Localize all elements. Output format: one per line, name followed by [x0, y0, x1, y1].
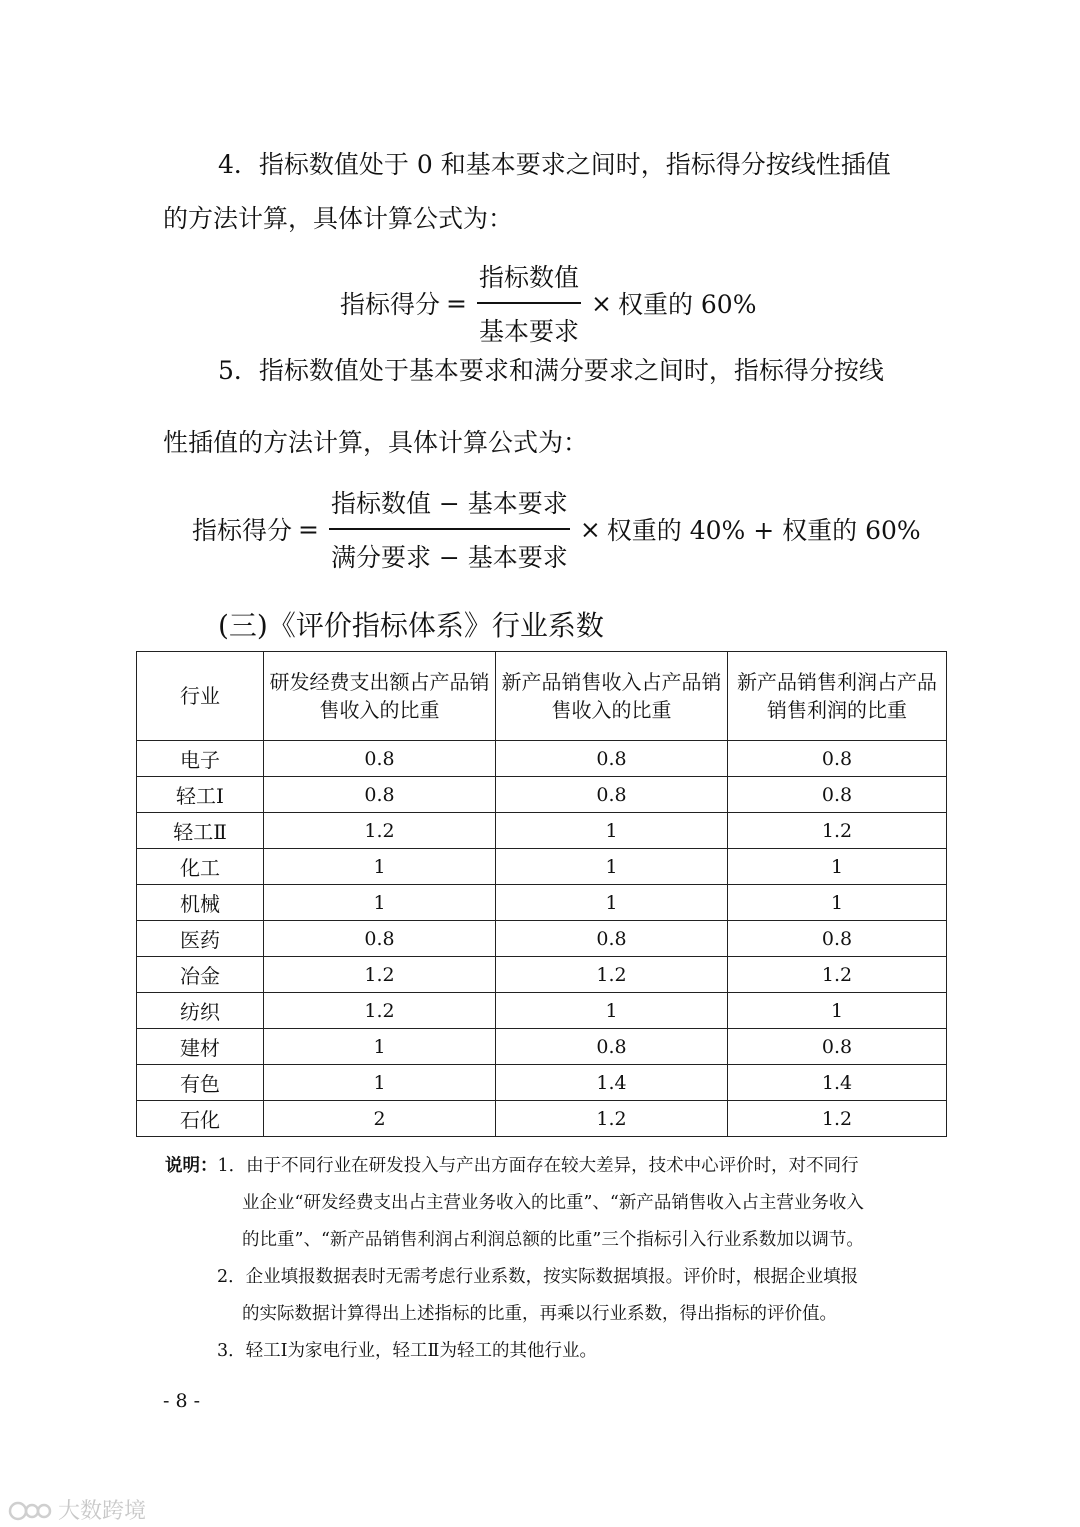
watermark-text: 大数跨境: [58, 1499, 147, 1524]
table-row: [137, 777, 947, 813]
table-row: [137, 849, 947, 885]
note-2-line-2: 的实际数据计算得出上述指标的比重，再乘以行业系数，得出指标的评价值。: [242, 1304, 837, 1324]
industry-cell: 轻工Ⅰ: [137, 777, 264, 813]
formula-1: [340, 258, 756, 348]
coefficient-cell: 1: [728, 849, 947, 885]
formula-2: [192, 484, 921, 574]
coefficient-cell: 0.8: [496, 1029, 728, 1065]
table-row: [137, 957, 947, 993]
table-row: [137, 1065, 947, 1101]
formula-2-lhs: 指标得分: [192, 516, 293, 545]
industry-cell: 医药: [137, 921, 264, 957]
industry-coefficient-table: [136, 651, 947, 1137]
industry-cell: 化工: [137, 849, 264, 885]
coefficient-cell: 1: [496, 885, 728, 921]
formula-1-times: ×: [590, 288, 612, 318]
industry-cell: 轻工Ⅱ: [137, 813, 264, 849]
industry-cell: 有色: [137, 1065, 264, 1101]
table-row: [137, 813, 947, 849]
coefficient-cell: 0.8: [496, 777, 728, 813]
industry-cell: 电子: [137, 741, 264, 777]
section-title: (三)《评价指标体系》行业系数: [218, 609, 604, 642]
coefficient-cell: 0.8: [728, 777, 947, 813]
page-number: - 8 -: [163, 1390, 201, 1412]
formula-2-denominator: 满分要求 − 基本要求: [330, 543, 568, 572]
formula-2-rhs: 权重的 40% + 权重的 60%: [606, 516, 921, 545]
formula-1-rhs: 权重的 60%: [617, 290, 757, 319]
formula-2-fraction: [329, 484, 570, 574]
industry-cell: 纺织: [137, 993, 264, 1029]
note-3-line-1: 3．轻工Ⅰ为家电行业，轻工Ⅱ为轻工的其他行业。: [217, 1341, 597, 1361]
table-row: [137, 885, 947, 921]
coefficient-cell: 0.8: [728, 1029, 947, 1065]
note-1-line-1: 1．由于不同行业在研发投入与产出方面存在较大差异，技术中心评价时，对不同行: [217, 1156, 859, 1176]
coefficient-cell: 1.2: [496, 1101, 728, 1137]
note-1-line-3: 的比重”、“新产品销售利润占利润总额的比重”三个指标引入行业系数加以调节。: [242, 1230, 864, 1250]
coefficient-cell: 1: [264, 1065, 496, 1101]
coefficient-cell: 1.2: [264, 993, 496, 1029]
header-rd-ratio: 研发经费支出额占产品销售收入的比重: [264, 652, 496, 741]
coefficient-cell: 0.8: [264, 921, 496, 957]
coefficient-cell: 1: [264, 885, 496, 921]
coefficient-cell: 0.8: [264, 777, 496, 813]
formula-1-numerator: 指标数值: [477, 258, 581, 304]
coefficient-cell: 1: [264, 1029, 496, 1065]
notes: [165, 1148, 864, 1370]
note-2-line-1: 2．企业填报数据表时无需考虑行业系数，按实际数据填报。评价时，根据企业填报: [217, 1267, 859, 1287]
coefficient-cell: 0.8: [264, 741, 496, 777]
table-row: [137, 1029, 947, 1065]
header-new-product-profit-ratio: 新产品销售利润占产品销售利润的比重: [728, 652, 947, 741]
coefficient-cell: 1.2: [728, 957, 947, 993]
coefficient-cell: 1.2: [728, 1101, 947, 1137]
coefficient-cell: 1.2: [728, 813, 947, 849]
industry-cell: 建材: [137, 1029, 264, 1065]
formula-1-fraction: [477, 258, 581, 348]
watermark-logo-icon: [8, 1497, 54, 1523]
table-header-row: [137, 652, 947, 741]
coefficient-cell: 0.8: [728, 921, 947, 957]
coefficient-cell: 1.2: [496, 957, 728, 993]
note-1-line-2: 业企业“研发经费支出占主营业务收入的比重”、“新产品销售收入占主营业务收入: [242, 1193, 864, 1213]
coefficient-cell: 1.2: [264, 813, 496, 849]
coefficient-cell: 1: [264, 849, 496, 885]
formula-2-numerator: 指标数值 − 基本要求: [329, 484, 570, 530]
formula-2-equals: =: [298, 514, 319, 544]
coefficient-cell: 0.8: [728, 741, 947, 777]
watermark: [8, 1494, 146, 1525]
header-industry: 行业: [137, 652, 264, 741]
table-row: [137, 993, 947, 1029]
coefficient-cell: 1.4: [496, 1065, 728, 1101]
coefficient-cell: 1: [496, 813, 728, 849]
paragraph-4-line-1: 4．指标数值处于 0 和基本要求之间时，指标得分按线性插值: [218, 150, 891, 179]
coefficient-cell: 1: [728, 885, 947, 921]
coefficient-cell: 1.2: [264, 957, 496, 993]
coefficient-cell: 1.4: [728, 1065, 947, 1101]
industry-cell: 石化: [137, 1101, 264, 1137]
formula-1-equals: =: [446, 288, 467, 318]
coefficient-cell: 1: [496, 993, 728, 1029]
coefficient-cell: 0.8: [496, 741, 728, 777]
table-body: [137, 741, 947, 1137]
industry-cell: 冶金: [137, 957, 264, 993]
table-row: [137, 741, 947, 777]
paragraph-4-line-2: 的方法计算，具体计算公式为：: [163, 204, 514, 233]
formula-2-times: ×: [579, 514, 601, 544]
coefficient-cell: 0.8: [496, 921, 728, 957]
paragraph-5-line-1: 5．指标数值处于基本要求和满分要求之间时，指标得分按线: [218, 356, 884, 385]
formula-1-lhs: 指标得分: [340, 290, 441, 319]
industry-cell: 机械: [137, 885, 264, 921]
notes-label: 说明：: [165, 1156, 218, 1176]
coefficient-cell: 1: [496, 849, 728, 885]
table-row: [137, 921, 947, 957]
coefficient-cell: 1: [728, 993, 947, 1029]
header-new-product-revenue-ratio: 新产品销售收入占产品销售收入的比重: [496, 652, 728, 741]
paragraph-5-line-2: 性插值的方法计算，具体计算公式为：: [163, 428, 589, 457]
table-row: [137, 1101, 947, 1137]
formula-1-denominator: 基本要求: [478, 317, 579, 346]
coefficient-cell: 2: [264, 1101, 496, 1137]
